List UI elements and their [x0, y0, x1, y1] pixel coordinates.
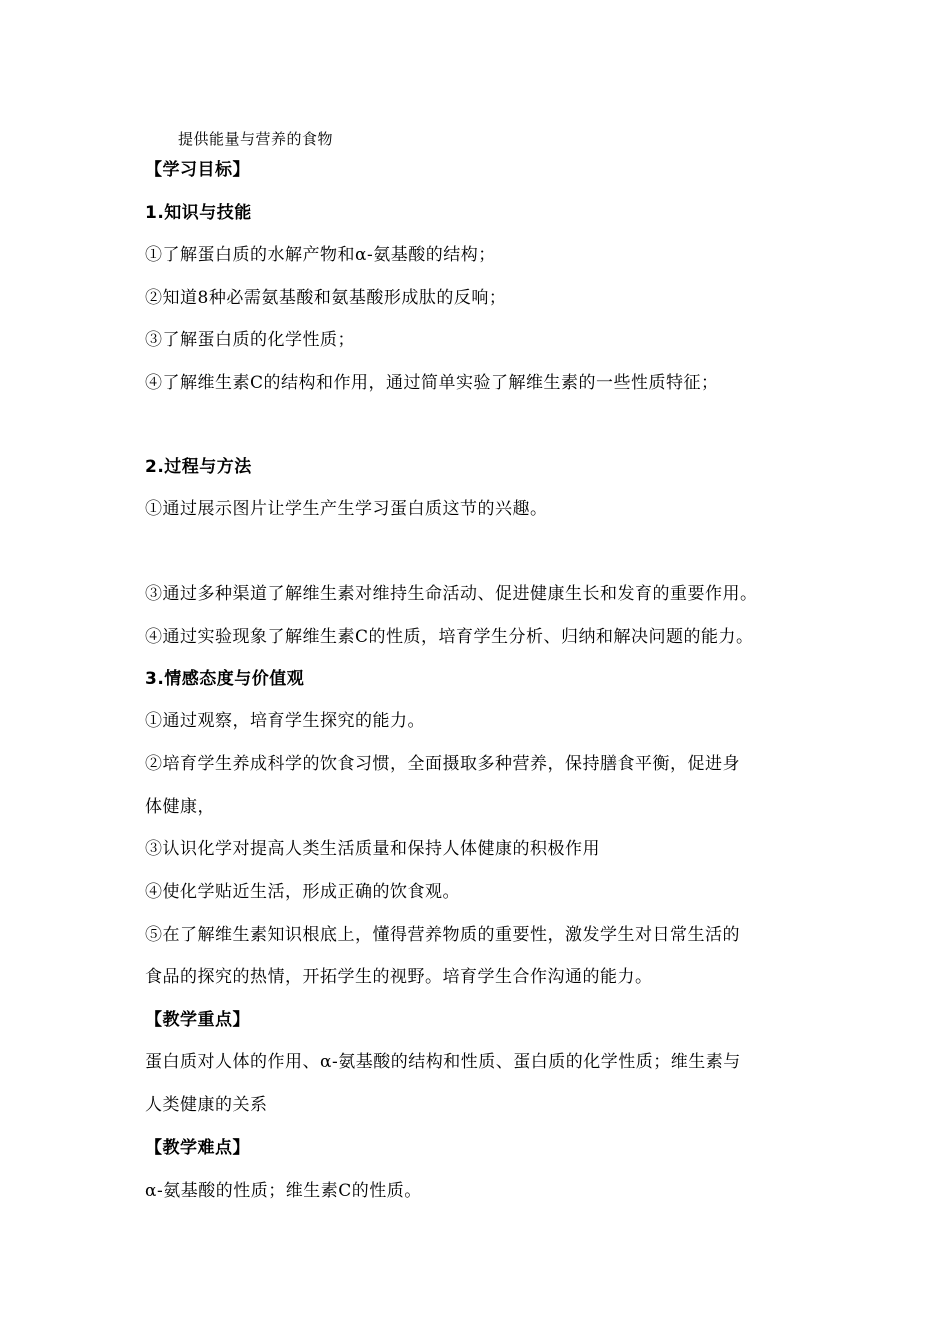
key-points-line-1: 蛋白质对人体的作用、α-氨基酸的结构和性质、蛋白质的化学性质；维生素与: [145, 1052, 741, 1072]
subheading-attitude: 3.情感态度与价值观: [145, 669, 305, 689]
process-item-4: ④通过实验现象了解维生素C的性质，培育学生分析、归纳和解决问题的能力。: [145, 627, 754, 647]
section-heading-objectives: 【学习目标】: [145, 160, 250, 180]
knowledge-item-3: ③了解蛋白质的化学性质；: [145, 330, 355, 350]
attitude-item-5-line-2: 食品的探究的热情，开拓学生的视野。培育学生合作沟通的能力。: [145, 967, 653, 987]
attitude-item-3: ③认识化学对提高人类生活质量和保持人体健康的积极作用: [145, 839, 600, 859]
knowledge-item-1: ①了解蛋白质的水解产物和α-氨基酸的结构；: [145, 245, 496, 265]
document-title: 提供能量与营养的食物: [178, 130, 334, 148]
section-heading-difficulties: 【教学难点】: [145, 1138, 250, 1158]
subheading-process: 2.过程与方法: [145, 457, 252, 477]
attitude-item-2-line-2: 体健康，: [145, 797, 215, 817]
process-item-1: ①通过展示图片让学生产生学习蛋白质这节的兴趣。: [145, 499, 548, 519]
section-heading-key-points: 【教学重点】: [145, 1010, 250, 1030]
subheading-knowledge: 1.知识与技能: [145, 203, 252, 223]
attitude-item-5-line-1: ⑤在了解维生素知识根底上，懂得营养物质的重要性，激发学生对日常生活的: [145, 925, 740, 945]
knowledge-item-2: ②知道8种必需氨基酸和氨基酸形成肽的反响；: [145, 288, 507, 308]
attitude-item-1: ①通过观察，培育学生探究的能力。: [145, 711, 425, 731]
knowledge-item-4: ④了解维生素C的结构和作用，通过简单实验了解维生素的一些性质特征；: [145, 373, 719, 393]
attitude-item-4: ④使化学贴近生活，形成正确的饮食观。: [145, 882, 460, 902]
key-points-line-2: 人类健康的关系: [145, 1095, 268, 1115]
attitude-item-2-line-1: ②培育学生养成科学的饮食习惯，全面摄取多种营养，保持膳食平衡，促进身: [145, 754, 740, 774]
process-item-3: ③通过多种渠道了解维生素对维持生命活动、促进健康生长和发育的重要作用。: [145, 584, 758, 604]
difficulties-line-1: α-氨基酸的性质；维生素C的性质。: [145, 1181, 422, 1201]
